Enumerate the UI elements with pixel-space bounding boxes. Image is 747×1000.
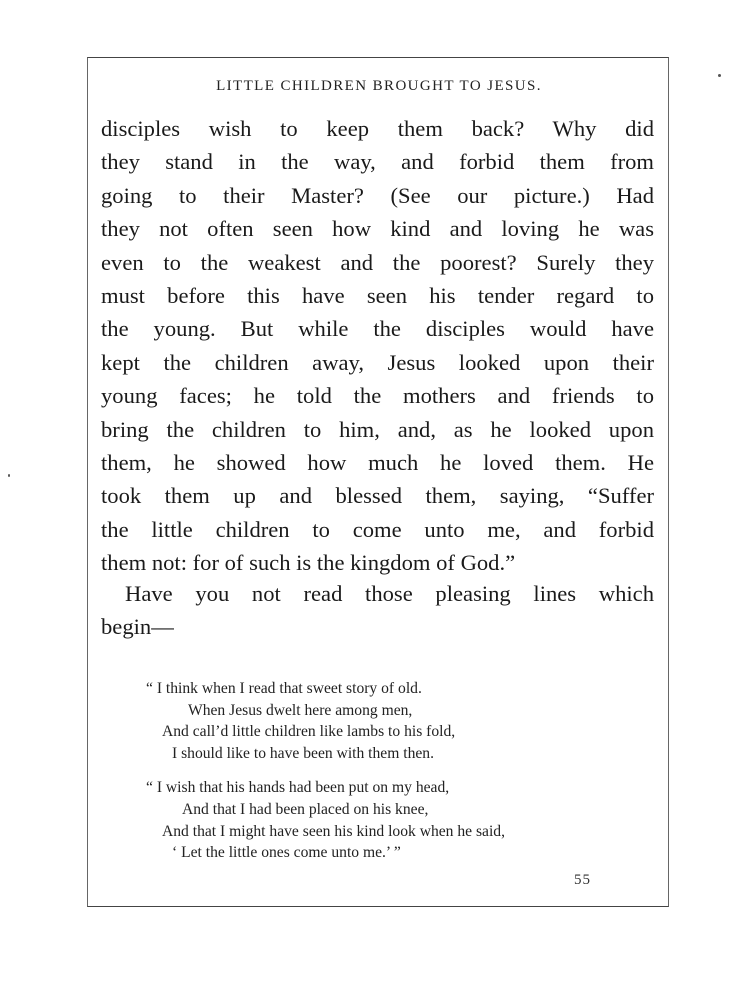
text-line: they not often seen how kind and loving he was [101, 216, 654, 242]
poem-line: And that I might have seen his kind look when he said, [162, 822, 506, 840]
poem-line: “ I think when I read that sweet story of old. [146, 680, 422, 697]
text-line: young faces; he told the mothers and friends to [101, 383, 654, 409]
text-line: them, he showed how much he loved them. He [101, 450, 654, 476]
poem-stanza-1 [146, 678, 616, 764]
text-line: them not: for of such is the kingdom of God.” [101, 550, 516, 576]
poem-line: When Jesus dwelt here among men, [188, 701, 413, 719]
ink-speck [8, 474, 10, 477]
text-line: even to the weakest and the poorest? Surely they [101, 249, 654, 275]
text-line: took them up and blessed them, saying, “Suffer [101, 483, 654, 509]
text-line: going to their Master? (See our picture.) Had [101, 182, 654, 208]
poem-line: And that I had been placed on his knee, [182, 800, 429, 818]
poem-line: I should like to have been with them then. [172, 744, 435, 762]
poem-line: ‘ Let the little ones come unto me.’ ” [172, 844, 401, 862]
text-line: the young. But while the disciples would have [101, 316, 654, 342]
poem-line: “ I wish that his hands had been put on my head, [146, 779, 450, 797]
page-number: 55 [574, 872, 591, 888]
paragraph-2 [101, 577, 654, 644]
text-line: the little children to come unto me, and forbid [101, 516, 654, 542]
text-line: begin— [101, 614, 174, 640]
paragraph-1 [101, 112, 654, 580]
text-line: Have you not read those pleasing lines which [125, 581, 654, 606]
text-line: disciples wish to keep them back? Why did [101, 116, 654, 141]
poem-quotation [146, 678, 616, 877]
text-line: they stand in the way, and forbid them from [101, 149, 654, 175]
text-line: must before this have seen his tender regard to [101, 283, 654, 309]
text-line: bring the children to him, and, as he looked upon [101, 416, 654, 442]
text-line: kept the children away, Jesus looked upon their [101, 349, 654, 375]
running-head: LITTLE CHILDREN BROUGHT TO JESUS. [216, 78, 542, 94]
poem-line: And call’d little children like lambs to his fold, [162, 723, 456, 741]
ink-speck [718, 74, 721, 77]
poem-stanza-2 [146, 777, 616, 863]
